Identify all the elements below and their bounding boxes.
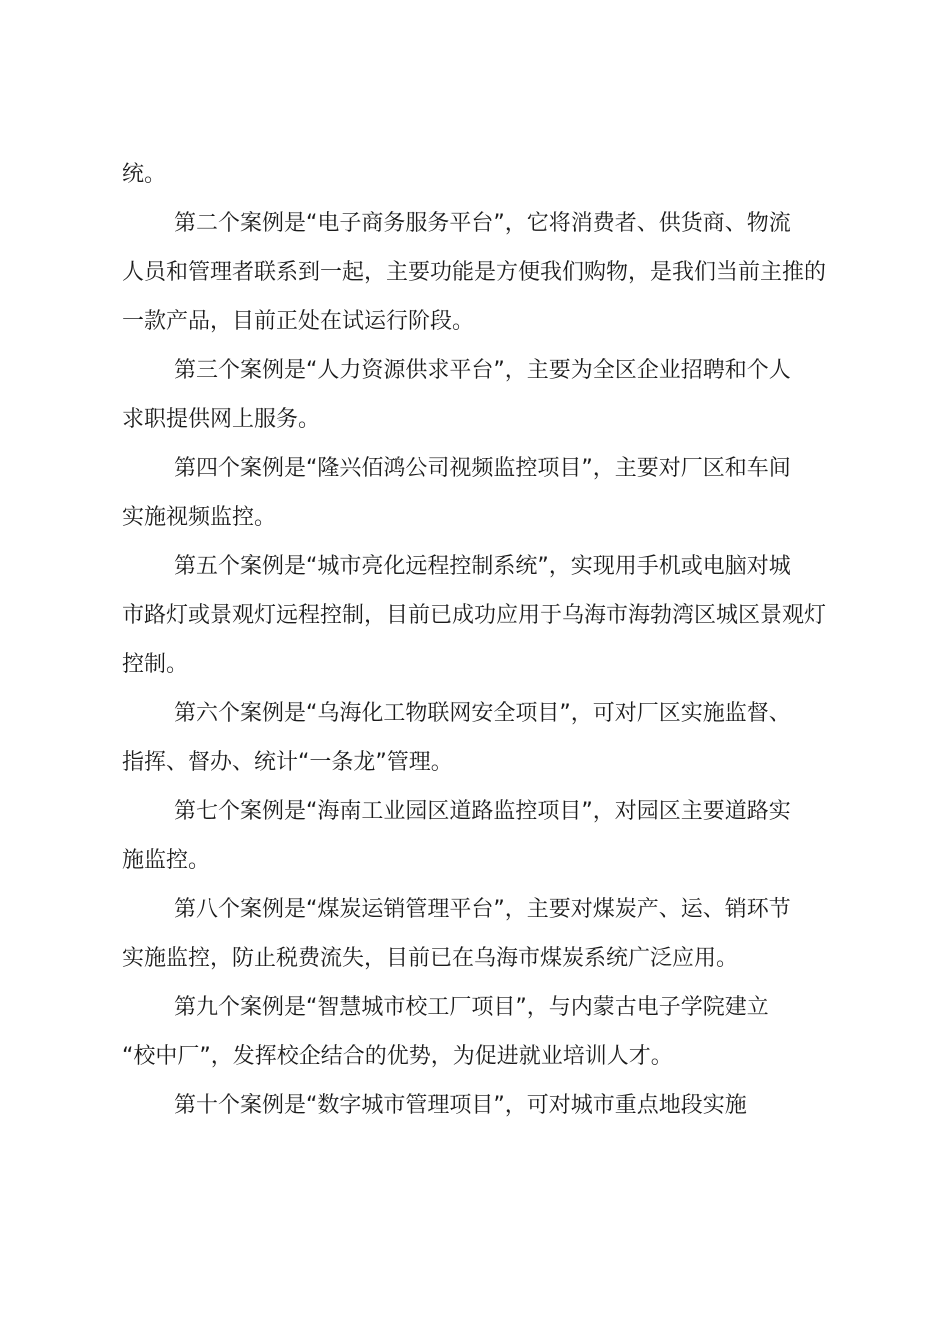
- paragraph-line: “校中厂”，发挥校企结合的优势，为促进就业培训人才。: [122, 1044, 673, 1069]
- paragraph-line: 实施视频监控。: [122, 505, 277, 530]
- paragraph-6: [122, 787, 838, 885]
- paragraph-1: [122, 199, 838, 346]
- paragraph-line: 指挥、督办、统计“一条龙”管理。: [122, 750, 453, 775]
- paragraph-5: [122, 689, 838, 787]
- paragraph-line: 一款产品，目前正处在试运行阶段。: [122, 309, 475, 334]
- paragraph-4: [122, 542, 838, 689]
- paragraph-line: 第九个案例是“智慧城市校工厂项目”，与内蒙古电子学院建立: [174, 995, 769, 1020]
- paragraph-9: [122, 1081, 838, 1130]
- paragraph-line: 市路灯或景观灯远程控制，目前已成功应用于乌海市海勃湾区城区景观灯: [122, 603, 827, 628]
- paragraph-line: 第五个案例是“城市亮化远程控制系统”，实现用手机或电脑对城: [174, 554, 791, 579]
- paragraph-8: [122, 983, 838, 1081]
- document-body: [122, 150, 838, 1130]
- paragraph-line: 第六个案例是“乌海化工物联网安全项目”，可对厂区实施监督、: [174, 701, 791, 726]
- paragraph-3: [122, 444, 838, 542]
- paragraph-line: 第四个案例是“隆兴佰鸿公司视频监控项目”，主要对厂区和车间: [174, 456, 791, 481]
- paragraph-line: 第二个案例是“电子商务服务平台”，它将消费者、供货商、物流: [174, 211, 791, 236]
- paragraph-0: [122, 150, 838, 199]
- paragraph-line: 第七个案例是“海南工业园区道路监控项目”，对园区主要道路实: [174, 799, 791, 824]
- paragraph-line: 人员和管理者联系到一起，主要功能是方便我们购物，是我们当前主推的: [122, 260, 827, 285]
- paragraph-line: 施监控。: [122, 848, 211, 873]
- paragraph-line: 实施监控，防止税费流失，目前已在乌海市煤炭系统广泛应用。: [122, 946, 739, 971]
- paragraph-line: 第八个案例是“煤炭运销管理平台”，主要对煤炭产、运、销环节: [174, 897, 791, 922]
- paragraph-line: 第十个案例是“数字城市管理项目”，可对城市重点地段实施: [174, 1093, 747, 1118]
- paragraph-2: [122, 346, 838, 444]
- paragraph-line: 第三个案例是“人力资源供求平台”，主要为全区企业招聘和个人: [174, 358, 791, 383]
- paragraph-line: 控制。: [122, 652, 189, 677]
- paragraph-line: 求职提供网上服务。: [122, 407, 321, 432]
- paragraph-line: 统。: [122, 162, 167, 187]
- paragraph-7: [122, 885, 838, 983]
